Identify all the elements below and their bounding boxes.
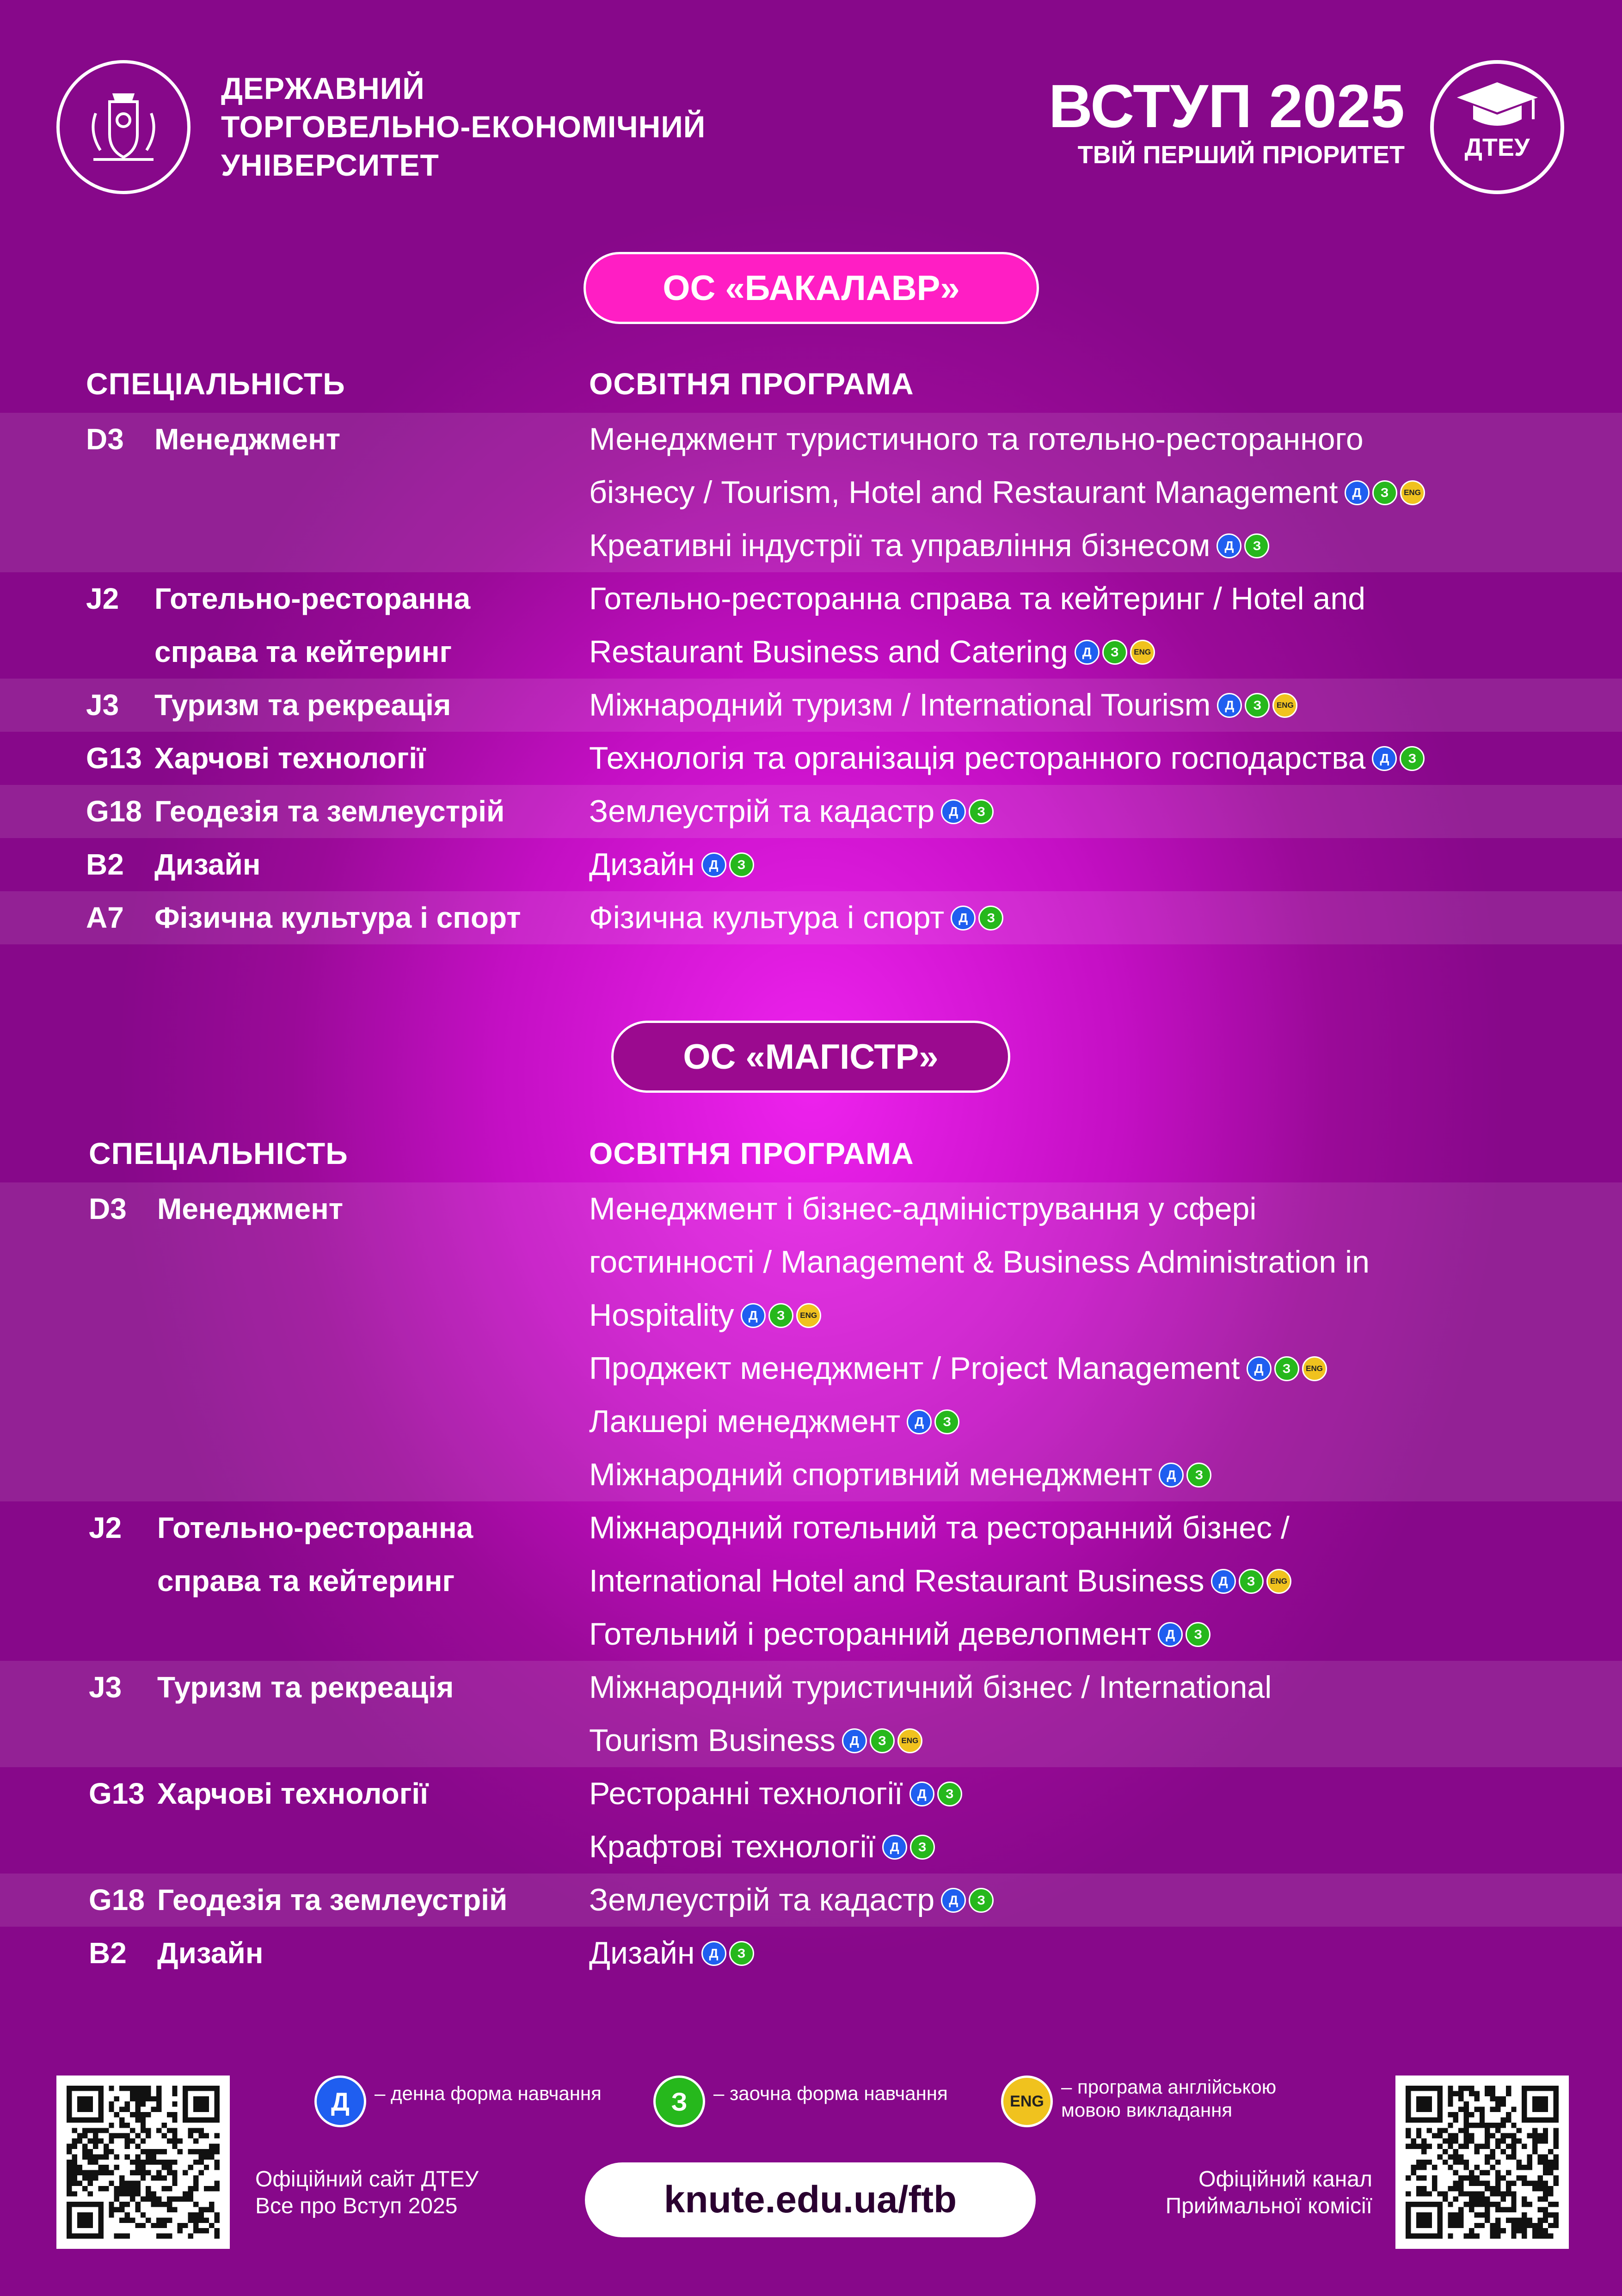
program-line: [589, 1342, 1583, 1395]
study-form-badges: [1159, 1463, 1214, 1488]
english-program-icon: ENG: [1266, 1569, 1291, 1594]
english-program-icon: ENG: [897, 1728, 922, 1753]
program-item: [589, 785, 1583, 838]
program-text: Менеджмент і бізнес-адміністрування у сфері: [589, 1191, 1257, 1226]
study-form-badges: [941, 1888, 996, 1913]
study-form-badges: [882, 1835, 938, 1860]
program-line: [589, 1236, 1583, 1289]
extramural-form-icon: З: [729, 852, 754, 877]
specialty-name: [154, 413, 340, 466]
specialty-name: [154, 838, 261, 891]
program-line: [589, 1714, 1583, 1767]
day-form-icon: Д: [941, 1888, 966, 1913]
program-line: [589, 1608, 1583, 1661]
site-note: [255, 2166, 479, 2220]
program-line: [589, 413, 1583, 466]
program-line: [589, 732, 1583, 785]
program-list: [589, 572, 1583, 679]
program-text: Tourism Business: [589, 1723, 836, 1758]
program-item: [589, 1874, 1583, 1927]
day-form-icon: Д: [1158, 1622, 1183, 1647]
extramural-form-icon: З: [978, 906, 1003, 931]
column-header-specialty: СПЕЦІАЛЬНІСТЬ: [89, 1136, 348, 1170]
specialty-code: J2: [89, 1511, 122, 1544]
study-form-badges: [701, 852, 757, 877]
program-list: [589, 838, 1583, 891]
program-text: Землеустрій та кадастр: [589, 1882, 935, 1917]
day-form-icon: Д: [701, 1941, 726, 1966]
brand-abbr: ДТЕУ: [1464, 134, 1530, 161]
legend-extramural-text: – заочна форма навчання: [713, 2082, 948, 2104]
program-list: [589, 785, 1583, 838]
program-text: Лакшері менеджмент: [589, 1404, 901, 1439]
program-line: [589, 1661, 1583, 1714]
program-list: [589, 679, 1583, 732]
program-text: Крафтові технології: [589, 1829, 876, 1864]
specialty-code: D3: [89, 1192, 127, 1225]
program-line: [589, 1289, 1583, 1342]
day-form-icon: Д: [1075, 640, 1100, 665]
study-form-badges: [1345, 480, 1428, 505]
program-list: [589, 413, 1583, 572]
program-text: гостинності / Management & Business Administration in: [589, 1244, 1370, 1280]
channel-note-line: Офіційний канал: [1198, 2167, 1372, 2192]
program-line: [589, 838, 1583, 891]
graduation-cap-icon: [1455, 80, 1540, 133]
table-row: [0, 1182, 1622, 1501]
program-text: Технологія та організація ресторанного господарства: [589, 741, 1366, 776]
study-form-badges: [701, 1941, 757, 1966]
university-name-line: УНІВЕРСИТЕТ: [221, 148, 439, 182]
study-form-badges: [907, 1409, 962, 1434]
university-logo: [56, 60, 190, 194]
column-header-program: ОСВІТНЯ ПРОГРАМА: [589, 1136, 914, 1170]
table-row: [0, 1767, 1622, 1874]
program-item: [589, 1927, 1583, 1980]
program-line: [589, 1767, 1583, 1820]
table-row: [0, 413, 1622, 572]
study-form-badges: [1158, 1622, 1213, 1647]
channel-note: [1166, 2166, 1372, 2220]
program-line: [589, 1182, 1583, 1236]
program-line: [589, 625, 1583, 679]
program-text: International Hotel and Restaurant Business: [589, 1563, 1204, 1598]
program-line: [589, 519, 1583, 572]
university-name: [221, 69, 706, 184]
specialty-name: [157, 1927, 264, 1980]
program-text: Restaurant Business and Catering: [589, 634, 1068, 669]
specialty-name-line: Менеджмент: [157, 1192, 344, 1225]
program-list: [589, 1501, 1583, 1661]
extramural-form-icon: З: [729, 1941, 754, 1966]
day-form-icon: Д: [741, 1303, 766, 1328]
extramural-form-icon: З: [1186, 1622, 1210, 1647]
study-form-badges: [1247, 1356, 1330, 1381]
extramural-form-icon: З: [969, 799, 994, 824]
bachelor-title-badge: ОС «БАКАЛАВР»: [584, 252, 1039, 324]
day-form-icon: Д: [1345, 480, 1370, 505]
extramural-form-icon: З: [1245, 693, 1270, 718]
specialty-name: [154, 572, 470, 679]
specialty-code: A7: [86, 901, 124, 934]
table-row: [0, 1874, 1622, 1927]
study-form-badges: [951, 906, 1006, 931]
program-text: Менеджмент туристичного та готельно-ресторанного: [589, 422, 1364, 457]
site-note-line: Офіційний сайт ДТЕУ: [255, 2167, 479, 2192]
legend-day-text: – денна форма навчання: [375, 2082, 602, 2104]
program-list: [589, 891, 1583, 944]
legend-english: [1001, 2076, 1276, 2127]
table-row: [0, 572, 1622, 679]
study-form-badges: [1211, 1569, 1294, 1594]
extramural-form-icon: З: [1239, 1569, 1264, 1594]
program-item: [589, 1342, 1583, 1395]
legend-extramural: [653, 2076, 948, 2127]
specialty-code: J2: [86, 582, 119, 615]
day-form-icon: Д: [909, 1782, 934, 1806]
program-text: Дизайн: [589, 847, 695, 882]
table-row: [0, 891, 1622, 944]
study-form-badges: [1216, 533, 1272, 558]
specialty-name-line: Дизайн: [154, 848, 261, 881]
study-form-badges: [1217, 693, 1300, 718]
program-text: Креативні індустрії та управління бізнесом: [589, 528, 1210, 563]
day-form-icon: Д: [701, 852, 726, 877]
extramural-form-icon: З: [870, 1728, 895, 1753]
specialty-name-line: Туризм та рекреація: [157, 1671, 454, 1704]
university-name-line: ДЕРЖАВНИЙ: [221, 71, 425, 105]
program-line: [589, 1927, 1583, 1980]
program-list: [589, 1182, 1583, 1501]
study-form-badges: [909, 1782, 965, 1806]
program-line: [589, 1395, 1583, 1448]
university-name-line: ТОРГОВЕЛЬНО-ЕКОНОМІЧНИЙ: [221, 110, 706, 144]
program-item: [589, 732, 1583, 785]
day-form-icon: Д: [1372, 746, 1397, 771]
specialty-name-line: Готельно-ресторанна: [154, 582, 471, 615]
day-form-icon: Д: [951, 906, 976, 931]
bachelor-table: [0, 363, 1622, 950]
specialty-name-line: Дизайн: [157, 1936, 264, 1970]
program-line: [589, 1874, 1583, 1927]
extramural-form-icon: З: [910, 1835, 935, 1860]
specialty-name-line: справа та кейтеринг: [154, 635, 452, 668]
program-line: [589, 572, 1583, 625]
specialty-code: G13: [89, 1777, 145, 1810]
specialty-code: G13: [86, 741, 142, 775]
table-row: [0, 785, 1622, 838]
specialty-name: [157, 1874, 507, 1927]
program-text: Міжнародний туризм / International Tourism: [589, 687, 1211, 722]
program-text: Дизайн: [589, 1935, 695, 1971]
website-qr-code[interactable]: [56, 2076, 230, 2249]
university-coat-of-arms-icon: [77, 81, 170, 173]
program-item: [589, 1395, 1583, 1448]
specialty-name-line: Геодезія та землеустрій: [157, 1883, 508, 1916]
master-table: [0, 1133, 1622, 1988]
english-program-icon: ENG: [796, 1303, 821, 1328]
extramural-form-icon: З: [653, 2076, 705, 2127]
table-row: [0, 838, 1622, 891]
day-form-icon: Д: [907, 1409, 932, 1434]
table-row: [0, 679, 1622, 732]
specialty-name-line: Туризм та рекреація: [154, 688, 451, 722]
extramural-form-icon: З: [1372, 480, 1397, 505]
program-line: [589, 679, 1583, 732]
program-text: Землеустрій та кадастр: [589, 794, 935, 829]
specialty-name-line: Харчові технології: [157, 1777, 429, 1810]
english-program-icon: ENG: [1302, 1356, 1327, 1381]
program-item: [589, 413, 1583, 519]
day-form-icon: Д: [941, 799, 966, 824]
specialty-name-line: Фізична культура і спорт: [154, 901, 521, 934]
english-program-icon: ENG: [1400, 480, 1425, 505]
extramural-form-icon: З: [1244, 533, 1269, 558]
program-text: Hospitality: [589, 1298, 734, 1333]
study-form-badges: [741, 1303, 824, 1328]
program-item: [589, 1767, 1583, 1820]
program-list: [589, 1874, 1583, 1927]
extramural-form-icon: З: [934, 1409, 959, 1434]
specialty-code: J3: [86, 688, 119, 722]
extramural-form-icon: З: [1274, 1356, 1299, 1381]
website-link[interactable]: knute.edu.ua/ftb: [585, 2162, 1036, 2237]
specialty-code: J3: [89, 1671, 122, 1704]
program-item: [589, 838, 1583, 891]
program-text: Готельний і ресторанний девелопмент: [589, 1616, 1152, 1652]
extramural-form-icon: З: [1400, 746, 1425, 771]
english-program-icon: ENG: [1130, 640, 1155, 665]
legend-day: [314, 2076, 602, 2127]
day-form-icon: Д: [1216, 533, 1241, 558]
day-form-icon: Д: [314, 2076, 366, 2127]
day-form-icon: Д: [1247, 1356, 1272, 1381]
program-item: [589, 1182, 1583, 1342]
specialty-name-line: Харчові технології: [154, 741, 426, 775]
specialty-name: [154, 679, 451, 732]
program-item: [589, 1448, 1583, 1501]
specialty-name-line: Геодезія та землеустрій: [154, 795, 505, 828]
program-text: Міжнародний туристичний бізнес / International: [589, 1670, 1272, 1705]
specialty-name: [154, 732, 425, 785]
program-item: [589, 1820, 1583, 1874]
extramural-form-icon: З: [1186, 1463, 1211, 1488]
specialty-name: [154, 891, 521, 944]
program-text: Готельно-ресторанна справа та кейтеринг / Hotel and: [589, 581, 1366, 616]
program-item: [589, 679, 1583, 732]
program-line: [589, 891, 1583, 944]
program-line: [589, 785, 1583, 838]
legend-english-text: мовою викладання: [1061, 2099, 1233, 2121]
table-row: [0, 1501, 1622, 1661]
program-item: [589, 519, 1583, 572]
specialty-name-line: справа та кейтеринг: [157, 1564, 455, 1598]
specialty-code: D3: [86, 422, 124, 456]
program-item: [589, 572, 1583, 679]
legend-english-text: – програма англійською: [1061, 2076, 1277, 2098]
column-header-program: ОСВІТНЯ ПРОГРАМА: [589, 367, 914, 401]
program-text: бізнесу / Tourism, Hotel and Restaurant Management: [589, 475, 1338, 510]
channel-qr-code[interactable]: [1395, 2076, 1569, 2249]
specialty-name: [157, 1767, 428, 1820]
day-form-icon: Д: [882, 1835, 907, 1860]
channel-note-line: Приймальної комісії: [1165, 2194, 1372, 2218]
program-line: [589, 1448, 1583, 1501]
table-header: [0, 1133, 1622, 1179]
specialty-name-line: Готельно-ресторанна: [157, 1511, 473, 1544]
master-title-badge: ОС «МАГІСТР»: [611, 1021, 1010, 1093]
table-row: [0, 732, 1622, 785]
program-text: Проджект менеджмент / Project Management: [589, 1351, 1240, 1386]
day-form-icon: Д: [842, 1728, 867, 1753]
specialty-name: [157, 1182, 343, 1236]
program-list: [589, 1767, 1583, 1874]
study-form-badges: [1372, 746, 1427, 771]
specialty-name: [154, 785, 504, 838]
specialty-name: [157, 1501, 473, 1608]
program-item: [589, 1608, 1583, 1661]
specialty-code: G18: [89, 1883, 145, 1916]
day-form-icon: Д: [1217, 693, 1242, 718]
day-form-icon: Д: [1211, 1569, 1236, 1594]
program-text: Міжнародний готельний та ресторанний бізнес /: [589, 1510, 1290, 1545]
program-item: [589, 1661, 1583, 1767]
campaign-title: ВСТУП 2025: [1048, 72, 1405, 140]
program-list: [589, 1927, 1583, 1980]
study-form-badges: [842, 1728, 925, 1753]
program-line: [589, 466, 1583, 519]
column-header-specialty: СПЕЦІАЛЬНІСТЬ: [86, 367, 345, 401]
program-list: [589, 732, 1583, 785]
program-text: Міжнародний спортивний менеджмент: [589, 1457, 1153, 1492]
program-item: [589, 1501, 1583, 1608]
program-line: [589, 1820, 1583, 1874]
table-row: [0, 1927, 1622, 1980]
specialty-name: [157, 1661, 454, 1714]
program-list: [589, 1661, 1583, 1767]
extramural-form-icon: З: [969, 1888, 994, 1913]
study-form-badges: [1075, 640, 1158, 665]
english-program-icon: ENG: [1001, 2076, 1053, 2127]
specialty-name-line: Менеджмент: [154, 422, 341, 456]
specialty-code: G18: [86, 795, 142, 828]
program-text: Фізична культура і спорт: [589, 900, 945, 935]
brand-logo: [1430, 60, 1564, 194]
program-line: [589, 1501, 1583, 1555]
day-form-icon: Д: [1159, 1463, 1184, 1488]
site-note-line: Все про Вступ 2025: [255, 2194, 458, 2218]
extramural-form-icon: З: [937, 1782, 962, 1806]
specialty-code: B2: [89, 1936, 127, 1970]
english-program-icon: ENG: [1272, 693, 1297, 718]
program-text: Ресторанні технології: [589, 1776, 903, 1811]
study-form-badges: [941, 799, 996, 824]
extramural-form-icon: З: [768, 1303, 793, 1328]
extramural-form-icon: З: [1102, 640, 1127, 665]
program-item: [589, 891, 1583, 944]
campaign-subtitle: ТВІЙ ПЕРШИЙ ПРІОРИТЕТ: [1077, 141, 1405, 169]
table-header: [0, 363, 1622, 409]
program-line: [589, 1555, 1583, 1608]
table-row: [0, 1661, 1622, 1767]
specialty-code: B2: [86, 848, 124, 881]
